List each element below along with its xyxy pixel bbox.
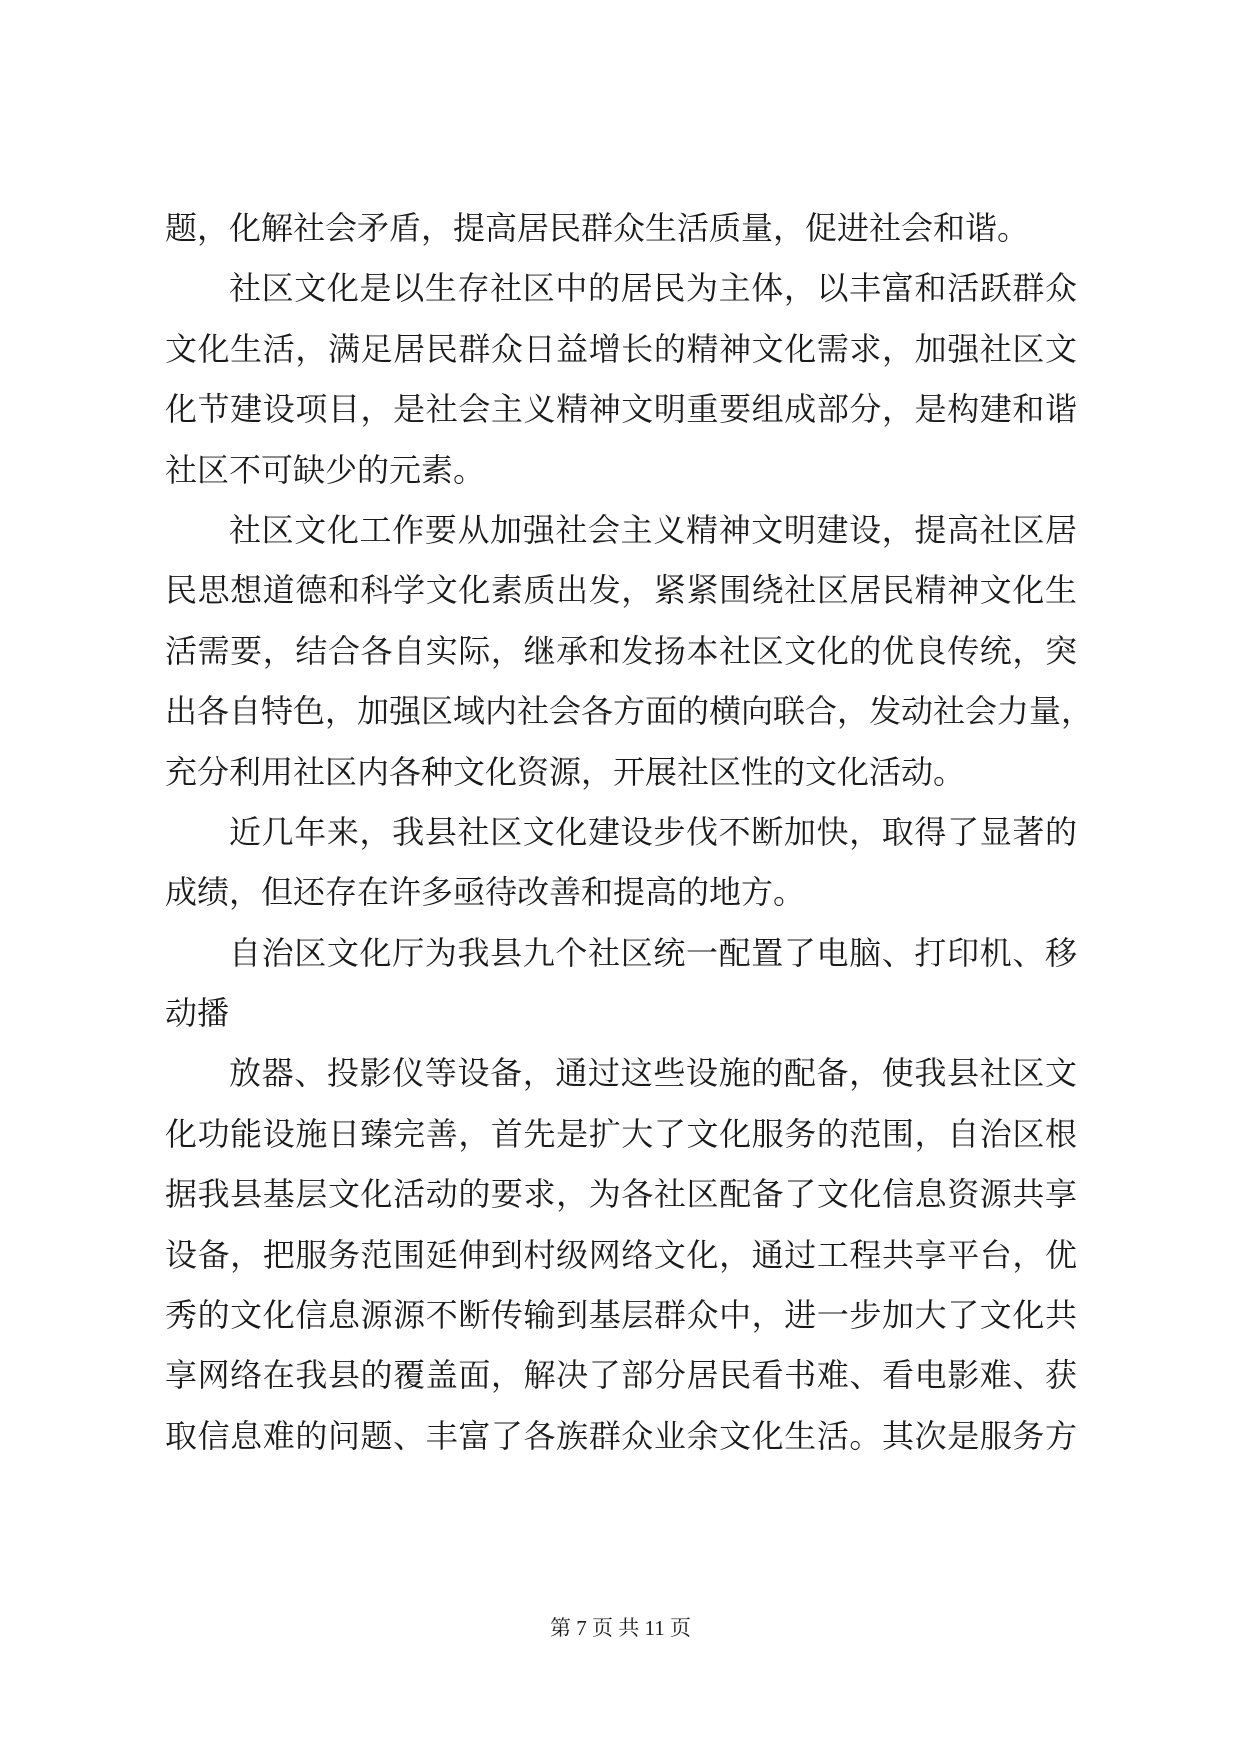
text-line: 活需要，结合各自实际，继承和发扬本社区文化的优良传统，突 <box>165 631 1077 670</box>
text-line: 据我县基层文化活动的要求，为各社区配备了文化信息资源共享 <box>165 1175 1077 1214</box>
text-line: 民思想道德和科学文化素质出发，紧紧围绕社区居民精神文化生 <box>165 571 1077 610</box>
text-line: 充分利用社区内各种文化资源，开展社区性的文化活动。 <box>165 752 966 791</box>
text-line: 成绩，但还存在许多亟待改善和提高的地方。 <box>165 873 806 912</box>
page-number-footer: 第 7 页 共 11 页 <box>550 1616 691 1640</box>
text-line: 设备，把服务范围延伸到村级网络文化，通过工程共享平台，优 <box>165 1235 1077 1274</box>
document-body <box>165 198 1094 1466</box>
text-line: 化节建设项目，是社会主义精神文明重要组成部分，是构建和谐 <box>165 390 1077 429</box>
paragraph-first-line: 社区文化是以生存社区中的居民为主体，以丰富和活跃群众 <box>229 269 1077 308</box>
text-line: 化功能设施日臻完善，首先是扩大了文化服务的范围，自治区根 <box>165 1114 1077 1153</box>
text-line: 题，化解社会矛盾，提高居民群众生活质量，促进社会和谐。 <box>165 209 1030 247</box>
text-line: 出各自特色，加强区域内社会各方面的横向联合，发动社会力量， <box>165 692 1094 731</box>
paragraph-first-line: 社区文化工作要从加强社会主义精神文明建设，提高社区居 <box>229 510 1077 549</box>
text-line: 秀的文化信息源源不断传输到基层群众中，进一步加大了文化共 <box>165 1296 1077 1335</box>
text-line: 动播 <box>165 994 230 1033</box>
text-line: 享网络在我县的覆盖面，解决了部分居民看书难、看电影难、获 <box>165 1356 1077 1395</box>
text-line: 文化生活，满足居民群众日益增长的精神文化需求，加强社区文 <box>165 329 1077 368</box>
text-line: 社区不可缺少的元素。 <box>165 450 486 489</box>
text-line: 取信息难的问题、丰富了各族群众业余文化生活。其次是服务方 <box>165 1416 1077 1455</box>
paragraph-first-line: 近几年来，我县社区文化建设步伐不断加快，取得了显著的 <box>229 812 1077 851</box>
paragraph-first-line: 放器、投影仪等设备，通过这些设施的配备，使我县社区文 <box>229 1054 1077 1093</box>
paragraph-first-line: 自治区文化厅为我县九个社区统一配置了电脑、打印机、移 <box>229 933 1077 972</box>
